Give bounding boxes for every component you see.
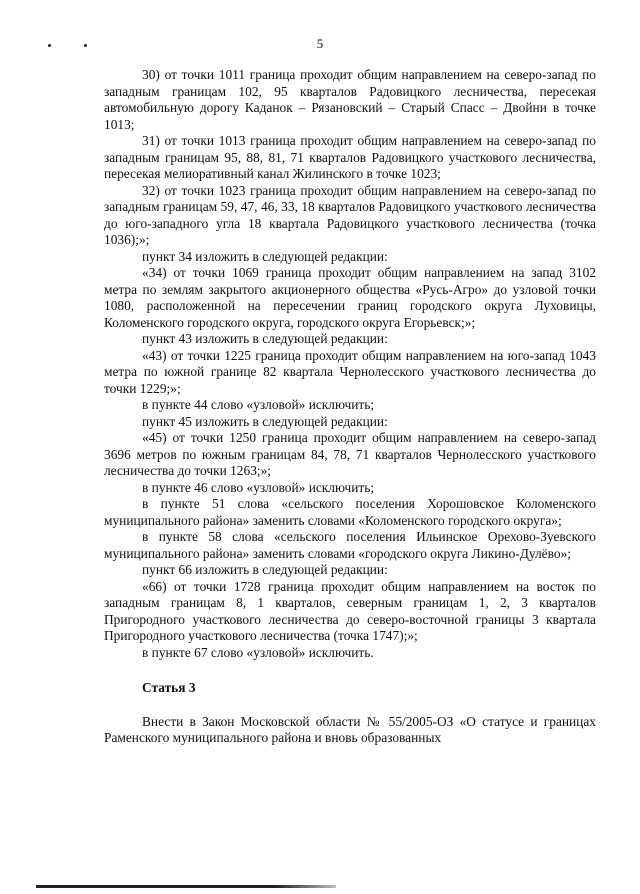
paragraph-4: пункт 34 изложить в следующей редакции: — [142, 248, 388, 264]
paragraph-10: «45) от точки 1250 граница проходит общим направлением на северо-запад 3696 метров по южным границам 84, 78, 71 кварталов Чернолесского участкового лесничества до точки 1263;»; — [104, 430, 596, 478]
article-paragraph: Внести в Закон Московской области № 55/2005-ОЗ «О статусе и границах Раменского муниципального района и вновь образованных — [104, 713, 596, 745]
paragraph-3: 32) от точки 1023 граница проходит общим направлением на северо-запад по западным границам 59, 47, 46, 33, 18 кварталов Радовицкого участкового лесничества до юго-западного угла 18 квартала Радовицкого участкового лесничества (точка 1036);»; — [104, 182, 596, 247]
page-number: 5 — [316, 36, 324, 51]
paragraph-12: в пункте 51 слова «сельского поселения Хорошовское Коломенского муниципального района» заменить словами «Коломенского городского округа»; — [104, 496, 596, 528]
paragraph-1: 30) от точки 1011 граница проходит общим направлением на северо-запад по западным границам 102, 95 кварталов Радовицкого лесничества, пересекая автомобильную дорогу Каданок – Рязановский – Старый Спасс – Двойни в точке 1013; — [104, 67, 596, 132]
paragraph-9: пункт 45 изложить в следующей редакции: — [142, 413, 388, 429]
paragraph-2: 31) от точки 1013 граница проходит общим направлением на северо-запад по западным границам 95, 88, 81, 71 кварталов Радовицкого участкового лесничества, пересекая мелиоративный канал Жилинского в точке 1023; — [104, 133, 596, 181]
paragraph-6: пункт 43 изложить в следующей редакции: — [142, 331, 388, 346]
paragraph-16: в пункте 67 слово «узловой» исключить. — [142, 644, 374, 660]
paragraph-8: в пункте 44 слово «узловой» исключить; — [142, 397, 375, 412]
article-heading: Статья 3 — [142, 680, 196, 695]
paragraph-5: «34) от точки 1069 граница проходит общим направлением на запад 3102 метра по землям закрытого акционерного общества «Русь-Агро» до узловой точки 1080, расположенной на пересечении границ городского округа Луховицы, Коломенского городского округа, городского округа Егорьевск;»; — [104, 265, 596, 330]
scan-bottom-edge — [36, 885, 336, 888]
paragraph-13: в пункте 58 слова «сельского поселения Ильинское Орехово-Зуевского муниципального района» заменить словами «городского округа Ликино-Дулёво»; — [104, 529, 596, 561]
document-body — [104, 67, 596, 747]
paragraph-14: пункт 66 изложить в следующей редакции: — [142, 562, 388, 577]
paragraph-15: «66) от точки 1728 граница проходит общим направлением на восток по западным границам 8, 1 кварталов, северным границам 1, 2, 3 кварталов Пригородного участкового лесничества до северо-восточной границы 3 квартала Пригородного участкового лесничества (точка 1747);»; — [104, 578, 596, 643]
paragraph-7: «43) от точки 1225 граница проходит общим направлением на юго-запад 1043 метра по южной границе 82 квартала Чернолесского участкового лесничества до точки 1229;»; — [104, 347, 596, 396]
paragraph-11: в пункте 46 слово «узловой» исключить; — [142, 479, 375, 495]
